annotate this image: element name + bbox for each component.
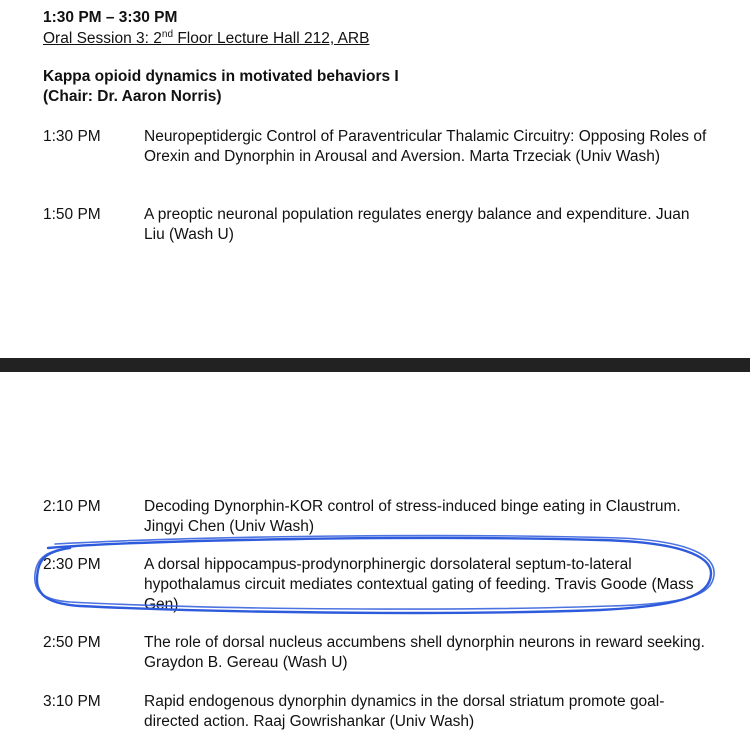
talk-time: 3:10 PM (43, 693, 101, 710)
location-prefix: Oral Session 3: 2 (43, 30, 162, 47)
session-time-range: 1:30 PM – 3:30 PM (43, 9, 178, 26)
talk-description: A preoptic neuronal population regulates energy balance and expenditure. Juan Liu (Wash U) (144, 206, 690, 243)
talk-time: 2:10 PM (43, 498, 101, 515)
location-superscript: nd (161, 28, 174, 40)
talk-time: 1:50 PM (43, 206, 101, 223)
talk-time: 2:50 PM (43, 634, 101, 651)
talk-description: Neuropeptidergic Control of Paraventricular Thalamic Circuitry: Opposing Roles of Orexin and Dynorphin in Arousal and Aversion. Marta Trzeciak (Univ Wash) (144, 128, 707, 165)
talk-description: A dorsal hippocampus-prodynorphinergic dorsolateral septum-to-lateral hypothalamus circuit mediates contextual gating of feeding. Travis Goode (Mass Gen) (144, 556, 694, 613)
session-location (43, 30, 369, 48)
session-title: Kappa opioid dynamics in motivated behaviors I (43, 68, 399, 85)
talk-description: Rapid endogenous dynorphin dynamics in the dorsal striatum promote goal-directed action. Raaj Gowrishankar (Univ Wash) (144, 693, 665, 730)
location-suffix: Floor Lecture Hall 212, ARB (173, 30, 370, 47)
talk-time: 2:30 PM (43, 556, 101, 573)
talk-description: The role of dorsal nucleus accumbens shell dynorphin neurons in reward seeking. Graydon B. Gereau (Wash U) (144, 634, 705, 671)
talk-description: Decoding Dynorphin-KOR control of stress-induced binge eating in Claustrum. Jingyi Chen (Univ Wash) (144, 498, 681, 535)
session-chair: (Chair: Dr. Aaron Norris) (43, 88, 222, 105)
talk-time: 1:30 PM (43, 128, 101, 145)
page-divider (0, 358, 750, 372)
